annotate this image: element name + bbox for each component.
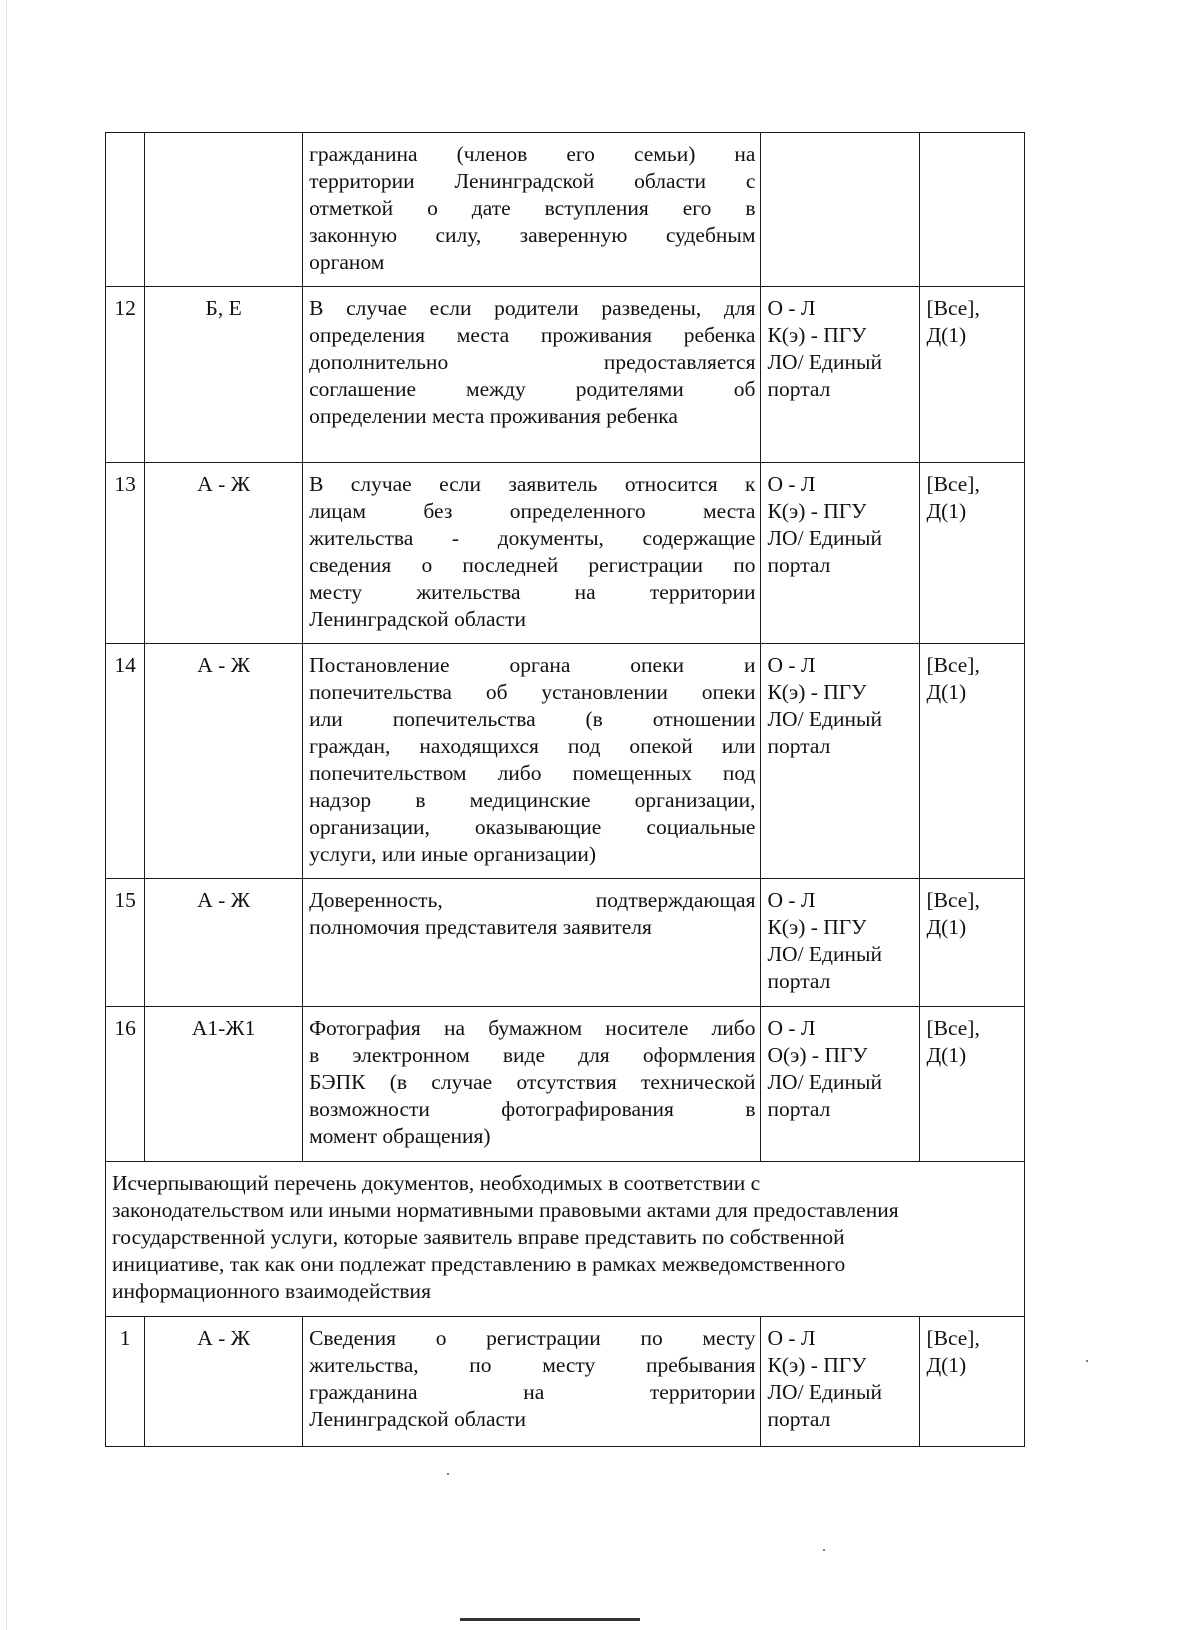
row-note-cell — [920, 1007, 1025, 1162]
form-line: портал — [767, 553, 831, 577]
description-line: жительства - документы, содержащие — [309, 526, 756, 550]
form-line: К(э) - ПГУ — [767, 915, 867, 939]
form-line: ЛО/ Единый — [767, 1070, 882, 1094]
description-line: Сведения о регистрации по месту — [309, 1326, 756, 1350]
note-line: Д(1) — [926, 1353, 967, 1377]
row-note-cell — [920, 133, 1025, 287]
row-form-cell — [761, 644, 920, 879]
note-line: [Все], — [926, 653, 980, 677]
description-line: Доверенность, подтверждающая — [309, 888, 756, 912]
row-description-cell — [303, 133, 761, 287]
table-row — [106, 463, 1025, 644]
row-number-cell: 13 — [106, 463, 145, 644]
section-heading-cell — [106, 1162, 1025, 1317]
note-line: [Все], — [926, 1326, 980, 1350]
form-line: ЛО/ Единый — [767, 1380, 882, 1404]
description-line: соглашение между родителями об — [309, 377, 756, 401]
form-line: портал — [767, 734, 831, 758]
note-line: [Все], — [926, 296, 980, 320]
table-row-continuation — [106, 133, 1025, 287]
row-description-cell — [303, 879, 761, 1007]
note-line: Д(1) — [926, 1043, 967, 1067]
row-form-cell — [761, 463, 920, 644]
description-line: возможности фотографирования в — [309, 1097, 756, 1121]
description-line: законную силу, заверенную судебным — [309, 223, 756, 247]
documents-table — [105, 132, 1025, 1447]
description-line: надзор в медицинские организации, — [309, 788, 756, 812]
scan-edge-mark — [460, 1618, 640, 1621]
description-line: В случае если заявитель относится к — [309, 472, 756, 496]
form-line: О - Л — [767, 1326, 816, 1350]
description-line: услуги, или иные организации) — [309, 842, 596, 866]
form-line: портал — [767, 969, 831, 993]
row-description-cell — [303, 1317, 761, 1447]
row-note-cell — [920, 644, 1025, 879]
description-line: Фотография на бумажном носителе либо — [309, 1016, 756, 1040]
section-heading-line: законодательством или иными нормативными правовыми актами для предоставления — [112, 1198, 899, 1222]
section-heading-row — [106, 1162, 1025, 1317]
description-line: органом — [309, 250, 385, 274]
row-description-cell — [303, 287, 761, 463]
section-heading-line: государственной услуги, которые заявитель вправе представить по собственной — [112, 1225, 845, 1249]
row-form-cell — [761, 1317, 920, 1447]
table-row — [106, 879, 1025, 1007]
form-line: К(э) - ПГУ — [767, 323, 867, 347]
description-line: определении места проживания ребенка — [309, 404, 678, 428]
row-number-cell: 16 — [106, 1007, 145, 1162]
scan-speck — [1086, 1360, 1088, 1362]
form-line: О - Л — [767, 1016, 816, 1040]
description-line: гражданина (членов его семьи) на — [309, 142, 756, 166]
note-line: Д(1) — [926, 915, 967, 939]
row-description-cell — [303, 463, 761, 644]
form-line: ЛО/ Единый — [767, 707, 882, 731]
row-category-cell: А - Ж — [145, 644, 303, 879]
row-number-cell: 1 — [106, 1317, 145, 1447]
description-line: В случае если родители разведены, для — [309, 296, 756, 320]
form-line: портал — [767, 1407, 831, 1431]
section-heading-line: информационного взаимодействия — [112, 1279, 431, 1303]
row-category-cell: А - Ж — [145, 463, 303, 644]
description-line: организации, оказывающие социальные — [309, 815, 756, 839]
description-line: лицам без определенного места — [309, 499, 756, 523]
note-line: [Все], — [926, 1016, 980, 1040]
description-line: граждан, находящихся под опекой или — [309, 734, 756, 758]
section-heading-line: инициативе, так как они подлежат представлению в рамках межведомственного — [112, 1252, 846, 1276]
row-category-cell: А - Ж — [145, 1317, 303, 1447]
note-line: Д(1) — [926, 323, 967, 347]
scan-edge-line — [6, 0, 7, 1630]
table-row — [106, 1317, 1025, 1447]
description-line: жительства, по месту пребывания — [309, 1353, 756, 1377]
form-line: К(э) - ПГУ — [767, 499, 867, 523]
table-row — [106, 287, 1025, 463]
description-line: в электронном виде для оформления — [309, 1043, 756, 1067]
note-line: Д(1) — [926, 499, 967, 523]
description-line: попечительства об установлении опеки — [309, 680, 756, 704]
description-line: сведения о последней регистрации по — [309, 553, 756, 577]
row-form-cell — [761, 287, 920, 463]
row-description-cell — [303, 1007, 761, 1162]
row-category-cell: А - Ж — [145, 879, 303, 1007]
row-note-cell — [920, 1317, 1025, 1447]
scan-speck — [447, 1473, 449, 1475]
note-line: [Все], — [926, 472, 980, 496]
row-description-cell — [303, 644, 761, 879]
form-line: О - Л — [767, 296, 816, 320]
row-number-cell: 14 — [106, 644, 145, 879]
description-line: попечительством либо помещенных под — [309, 761, 756, 785]
form-line: К(э) - ПГУ — [767, 680, 867, 704]
description-line: гражданина на территории — [309, 1380, 756, 1404]
row-note-cell — [920, 463, 1025, 644]
row-number-cell — [106, 133, 145, 287]
description-line: или попечительства (в отношении — [309, 707, 756, 731]
description-line: отметкой о дате вступления его в — [309, 196, 756, 220]
documents-table-body — [106, 133, 1025, 1447]
form-line: ЛО/ Единый — [767, 526, 882, 550]
form-line: О - Л — [767, 653, 816, 677]
row-number-cell: 15 — [106, 879, 145, 1007]
form-line: ЛО/ Единый — [767, 350, 882, 374]
form-line: О(э) - ПГУ — [767, 1043, 868, 1067]
note-line: Д(1) — [926, 680, 967, 704]
section-heading-line: Исчерпывающий перечень документов, необходимых в соответствии с — [112, 1171, 761, 1195]
table-row — [106, 644, 1025, 879]
description-line: Постановление органа опеки и — [309, 653, 756, 677]
row-note-cell — [920, 879, 1025, 1007]
row-category-cell: А1-Ж1 — [145, 1007, 303, 1162]
description-line: месту жительства на территории — [309, 580, 756, 604]
row-form-cell — [761, 1007, 920, 1162]
form-line: О - Л — [767, 888, 816, 912]
row-category-cell: Б, Е — [145, 287, 303, 463]
row-note-cell — [920, 287, 1025, 463]
form-line: О - Л — [767, 472, 816, 496]
table-row — [106, 1007, 1025, 1162]
form-line: К(э) - ПГУ — [767, 1353, 867, 1377]
description-line: момент обращения) — [309, 1124, 491, 1148]
description-line: дополнительно предоставляется — [309, 350, 756, 374]
row-form-cell — [761, 133, 920, 287]
row-category-cell — [145, 133, 303, 287]
scan-speck — [823, 1549, 825, 1551]
description-line: Ленинградской области — [309, 607, 527, 631]
description-line: территории Ленинградской области с — [309, 169, 756, 193]
description-line: Ленинградской области — [309, 1407, 527, 1431]
row-number-cell: 12 — [106, 287, 145, 463]
form-line: ЛО/ Единый — [767, 942, 882, 966]
note-line: [Все], — [926, 888, 980, 912]
form-line: портал — [767, 1097, 831, 1121]
description-line: полномочия представителя заявителя — [309, 915, 652, 939]
row-form-cell — [761, 879, 920, 1007]
description-line: БЭПК (в случае отсутствия технической — [309, 1070, 756, 1094]
form-line: портал — [767, 377, 831, 401]
description-line: определения места проживания ребенка — [309, 323, 756, 347]
